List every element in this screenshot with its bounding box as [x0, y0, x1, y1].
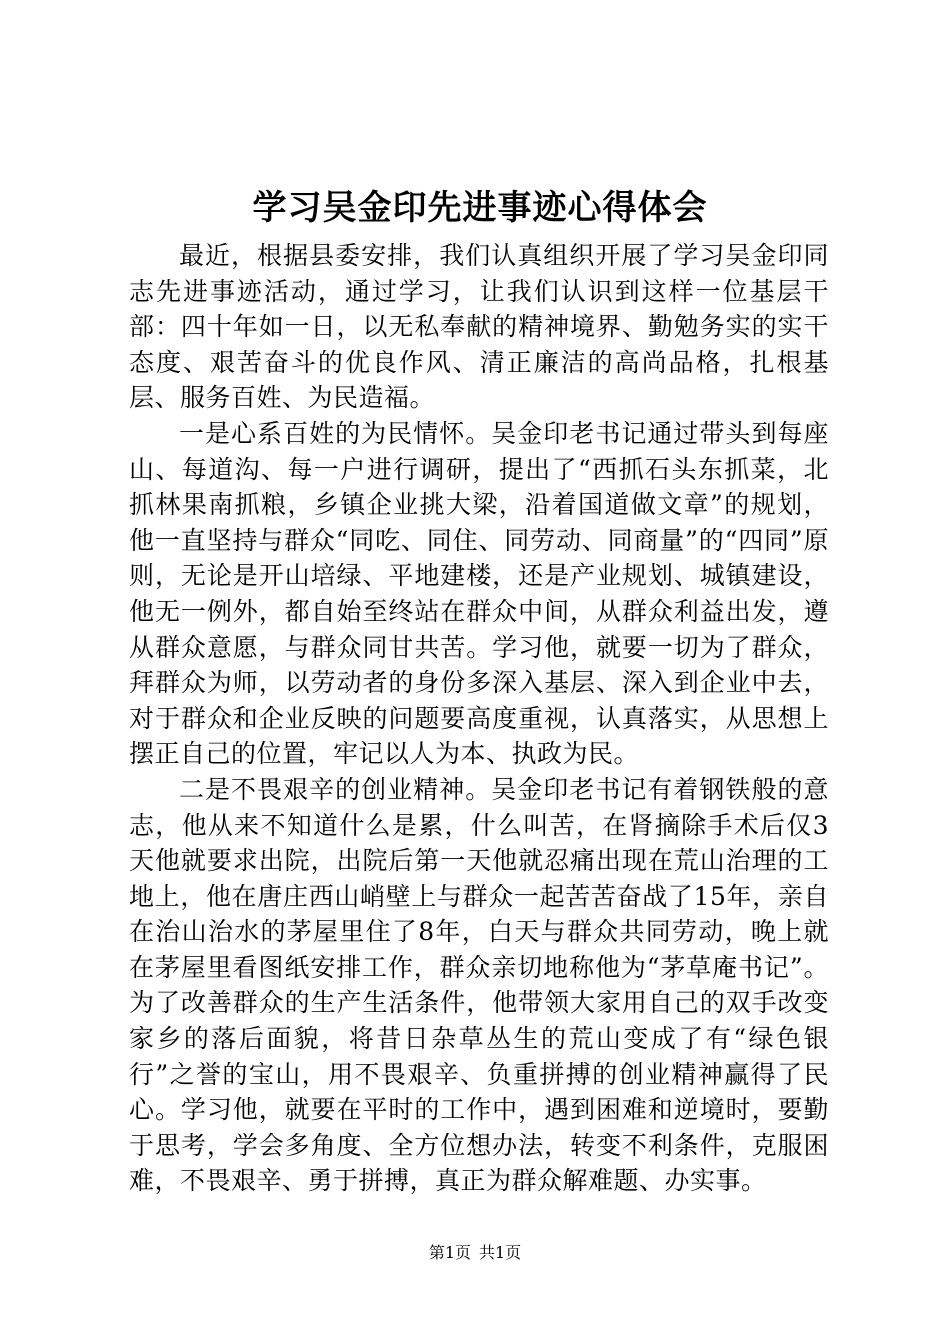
paragraph-point-two: 二是不畏艰辛的创业精神。吴金印老书记有着钢铁般的意志，他从来不知道什么是累，什么叫苦，在肾摘除手术后仅3天他就要求出院，出院后第一天他就忍痛出现在荒山治理的工地上，他在唐庄西山峭壁上与群众一起苦苦奋战了15年，亲自在治山治水的茅屋里住了8年，白天与群众共同劳动，晚上就在茅屋里看图纸安排工作，群众亲切地称他为“茅草庵书记”。为了改善群众的生产生活条件，他带领大家用自己的双手改变家乡的落后面貌，将昔日杂草丛生的荒山变成了有“绿色银行”之誉的宝山，用不畏艰辛、负重拼搏的创业精神赢得了民心。学习他，就要在平时的工作中，遇到困难和逆境时，要勤于思考，学会多角度、全方位想办法，转变不利条件，克服困难，不畏艰辛、勇于拼搏，真正为群众解难题、办实事。: [129, 774, 829, 1196]
page-number-total: 共1页: [479, 1243, 522, 1262]
page-footer: [0, 1241, 950, 1265]
document-title: 学习吴金印先进事迹心得体会: [252, 188, 708, 228]
document-body: [129, 238, 829, 1199]
paragraph-intro: 最近，根据县委安排，我们认真组织开展了学习吴金印同志先进事迹活动，通过学习，让我们认识到这样一位基层干部：四十年如一日，以无私奉献的精神境界、勤勉务实的实干态度、艰苦奋斗的优良作风、清正廉洁的高尚品格，扎根基层、服务百姓、为民造福。: [129, 241, 829, 413]
paragraph-point-one: 一是心系百姓的为民情怀。吴金印老书记通过带头到每座山、每道沟、每一户进行调研，提出了“西抓石头东抓菜，北抓林果南抓粮，乡镇企业挑大梁，沿着国道做文章”的规划，他一直坚持与群众“同吃、同住、同劳动、同商量”的“四同”原则，无论是开山培绿、平地建楼，还是产业规划、城镇建设，他无一例外，都自始至终站在群众中间，从群众利益出发，遵从群众意愿，与群众同甘共苦。学习他，就要一切为了群众，拜群众为师，以劳动者的身份多深入基层、深入到企业中去，对于群众和企业反映的问题要高度重视，认真落实，从思想上摆正自己的位置，牢记以人为本、执政为民。: [129, 418, 829, 769]
page-number-current: 第1页: [428, 1243, 471, 1262]
